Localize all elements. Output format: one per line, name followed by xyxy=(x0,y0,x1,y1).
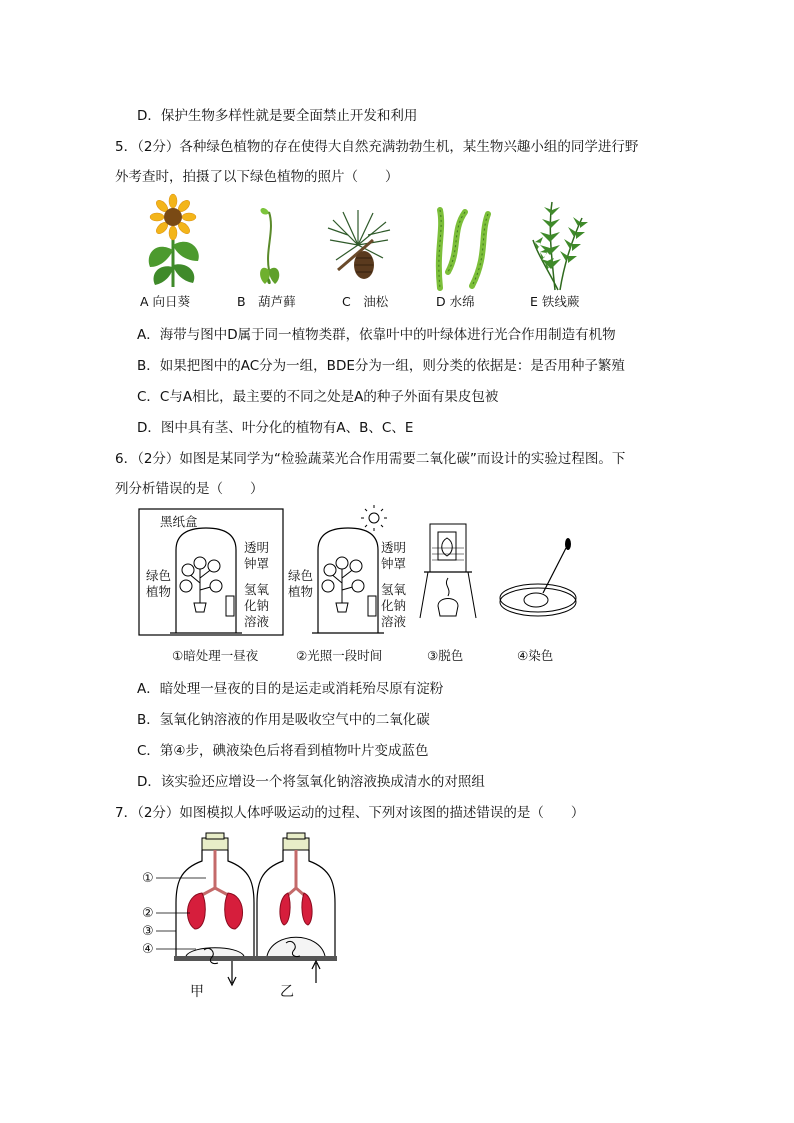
marker-3: ③ xyxy=(142,924,154,939)
step-stain: ④染色 xyxy=(517,648,554,663)
label-naoh2-2: 化钠 xyxy=(381,598,407,613)
breathing-model-figure xyxy=(140,833,340,1008)
caption-spirogyra: D 水绵 xyxy=(436,294,475,309)
q6-stem-line1: 6．（2分）如图是某同学为“检验蔬菜光合作用需要二氧化碳”而设计的实验过程图。下 xyxy=(115,451,626,467)
caption-pine: C 油松 xyxy=(342,294,389,309)
label-bell1-2: 钟罩 xyxy=(244,556,270,571)
marker-4: ④ xyxy=(142,942,154,957)
label-plant1-1: 绿色 xyxy=(146,568,172,583)
q5-option-a: A．海带与图中D属于同一植物类群，依靠叶中的叶绿体进行光合作用制造有机物 xyxy=(137,327,616,343)
fern-image xyxy=(530,200,595,292)
q6-stem-line2: 列分析错误的是（ ） xyxy=(115,481,264,497)
q5-option-d: D．图中具有茎、叶分化的植物有A、B、C、E xyxy=(137,420,414,436)
spirogyra-image xyxy=(430,210,495,290)
marker-2: ② xyxy=(142,906,154,921)
label-plant1-2: 植物 xyxy=(146,584,172,599)
label-jia: 甲 xyxy=(190,984,204,1000)
step-dark: ①暗处理一昼夜 xyxy=(172,648,259,663)
q6-option-c: C．第④步，碘液染色后将看到植物叶片变成蓝色 xyxy=(137,743,429,759)
label-naoh1-3: 溶液 xyxy=(244,614,270,629)
caption-moss: B 葫芦藓 xyxy=(237,294,296,309)
caption-sunflower: A 向日葵 xyxy=(140,294,191,309)
q6-option-a: A．暗处理一昼夜的目的是运走或消耗殆尽原有淀粉 xyxy=(137,681,444,697)
label-plant2-2: 植物 xyxy=(288,584,314,599)
label-plant2-1: 绿色 xyxy=(288,568,314,583)
label-naoh1-1: 氢氧 xyxy=(244,582,270,597)
q6-option-b: B．氢氧化钠溶液的作用是吸收空气中的二氧化碳 xyxy=(137,712,430,728)
label-bell2-2: 钟罩 xyxy=(381,556,407,571)
step-decolor: ③脱色 xyxy=(427,648,464,663)
marker-1: ① xyxy=(142,871,154,886)
moss-image xyxy=(255,200,285,290)
q6-option-d: D．该实验还应增设一个将氢氧化钠溶液换成清水的对照组 xyxy=(137,774,485,790)
caption-fern: E 铁线蕨 xyxy=(530,294,580,309)
label-bell2-1: 透明 xyxy=(381,540,407,555)
label-naoh1-2: 化钠 xyxy=(244,598,270,613)
q5-option-b: B．如果把图中的AC分为一组，BDE分为一组，则分类的依据是：是否用种子繁殖 xyxy=(137,358,625,374)
q5-stem-line2: 外考查时，拍摄了以下绿色植物的照片（ ） xyxy=(115,169,399,185)
q7-stem: 7．（2分）如图模拟人体呼吸运动的过程、下列对该图的描述错误的是（ ） xyxy=(115,805,585,821)
q5-stem-line1: 5．（2分）各种绿色植物的存在使得大自然充满勃勃生机，某生物兴趣小组的同学进行野 xyxy=(115,139,639,155)
sunflower-image xyxy=(140,195,205,290)
label-black-box: 黑纸盒 xyxy=(160,514,198,529)
experiment-figure xyxy=(138,508,588,638)
q5-option-c: C．C与A相比，最主要的不同之处是A的种子外面有果皮包被 xyxy=(137,389,499,405)
pine-image xyxy=(328,210,390,292)
q4-option-d: D．保护生物多样性就是要全面禁止开发和利用 xyxy=(137,108,418,124)
label-bell1-1: 透明 xyxy=(244,540,270,555)
step-light: ②光照一段时间 xyxy=(296,648,383,663)
label-naoh2-1: 氢氧 xyxy=(381,582,407,597)
label-naoh2-3: 溶液 xyxy=(381,614,407,629)
label-yi: 乙 xyxy=(280,984,294,1000)
